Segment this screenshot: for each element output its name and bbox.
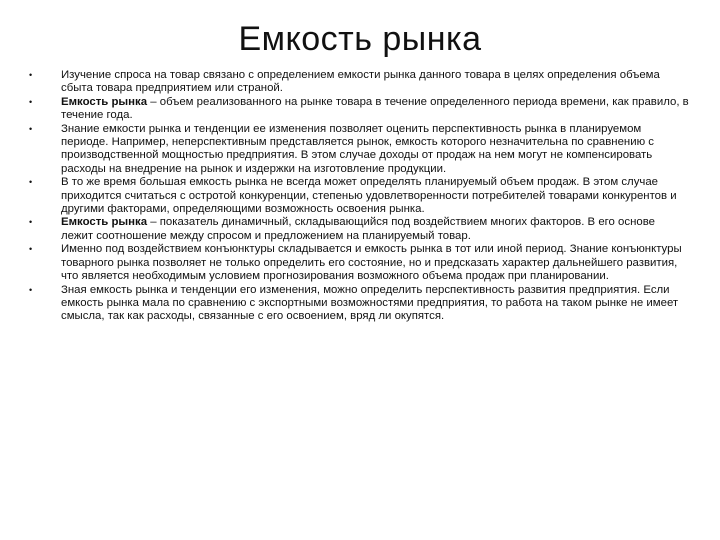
bullet-body: Изучение спроса на товар связано с определением емкости рынка данного товара в целях определения объема сбыта товара предприятием или страной. [61,69,660,95]
bullet-body: Знание емкости рынка и тенденции ее изменения позволяет оценить перспективность рынка в планируемом периоде. Например, неперспективным представляется рынок, емкость которого незначительна по сравнению с производственной мощностью предприятия. В этом случае доходы от продаж на нем могут не компенсировать расходы на внедрение на рынок и издержки на изготовление продукции. [61,122,654,175]
bullet-dot-icon: • [29,96,33,107]
bullet-item [26,69,690,96]
bullet-dot-icon: • [29,70,33,80]
bullet-text [61,176,690,216]
bullet-body: В то же время большая емкость рынка не всегда может определять планируемый объем продаж. В этом случае приходится считаться с остротой конкуренции, степенью удовлетворенности потребителей товарами конкурентов и другими факторами, определяющими возможность освоения рынка. [61,176,677,216]
bullet-text [61,243,690,283]
bullet-item [26,176,690,216]
slide-title: Емкость рынка [238,20,482,58]
bullet-dot-icon: • [29,284,33,295]
bullet-body: Зная емкость рынка и тенденции его изменения, можно определить перспективность развития предприятия. Если емкость рынка мала по сравнению с экспортными возможностями предприятия, то работа на таком рынке не имеет смысла, так как расходы, связанные с его освоением, вряд ли окупятся. [61,283,679,323]
bullet-item [26,123,690,177]
bullet-text [61,123,690,177]
bullet-dot-icon: • [29,244,33,255]
bullet-text [61,96,690,123]
bullet-text [61,69,690,96]
bullet-term: Емкость рынка [61,216,148,229]
bullet-term: Емкость рынка [61,95,148,108]
bullet-item [26,243,690,283]
bullet-text [61,216,690,243]
bullet-body: Именно под воздействием конъюнктуры складывается и емкость рынка в тот или иной период. Знание конъюнктуры товарного рынка позволяет не только определить его состояние, но и предсказать характер дальнейшего развития, что является необходимым условием прогнозирования возможного объема продаж при планировании. [61,243,682,283]
bullet-item [26,216,690,243]
bullet-item [26,284,690,324]
bullet-body: – показатель динамичный, складывающийся под воздействием многих факторов. В его основе лежит соотношение между спросом и предложением на планируемый товар. [61,216,655,242]
bullet-list [26,69,690,324]
bullet-body: – объем реализованного на рынке товара в течение определенного периода времени, как правило, в течение года. [61,95,689,122]
bullet-text [61,284,690,324]
bullet-item [26,96,690,123]
bullet-dot-icon: • [29,217,33,228]
bullet-dot-icon: • [29,123,33,134]
bullet-dot-icon: • [29,177,33,188]
